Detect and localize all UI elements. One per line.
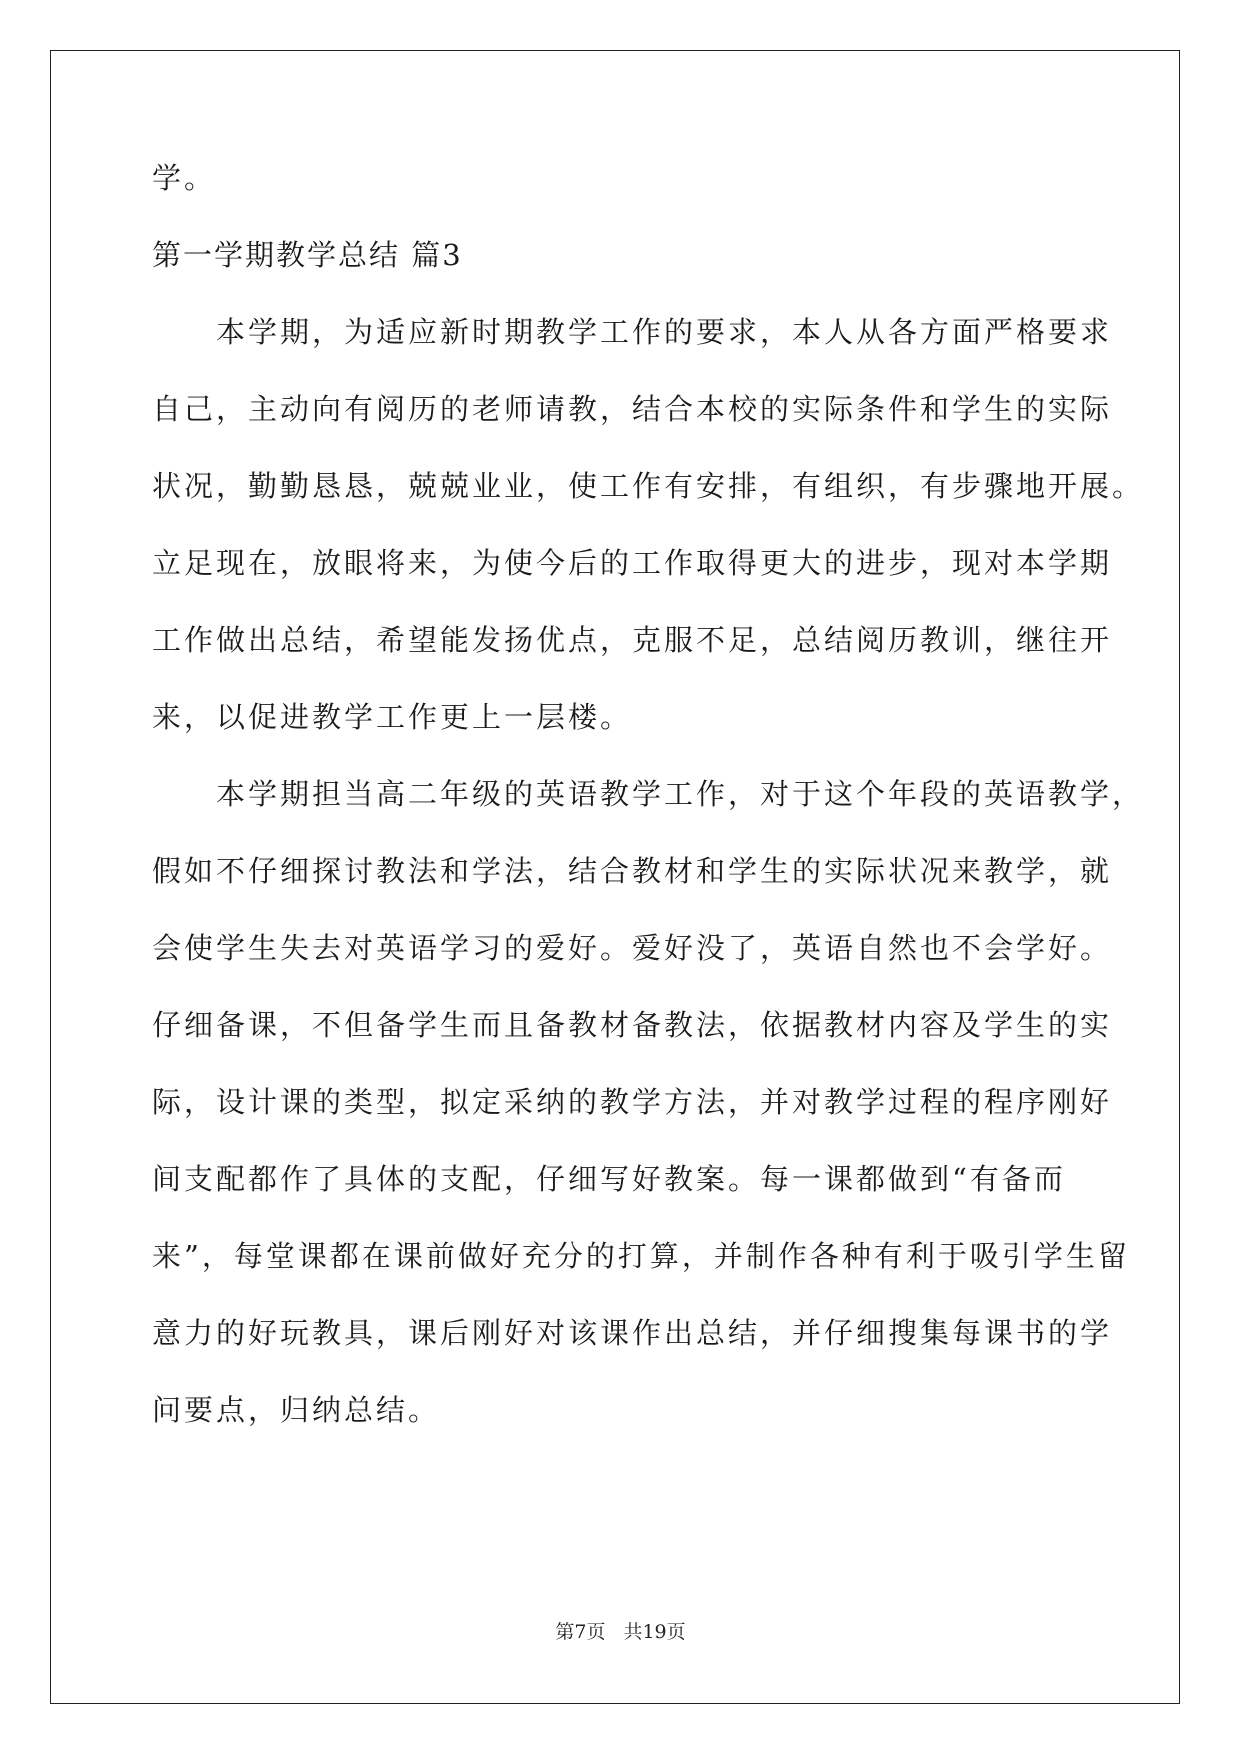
text-line: 意力的好玩教具，课后刚好对该课作出总结，并仔细搜集每课书的学 bbox=[152, 1316, 1113, 1350]
text-line: 间支配都作了具体的支配，仔细写好教案。每一课都做到“有备而 bbox=[152, 1162, 1066, 1196]
text-line: 本学期担当高二年级的英语教学工作，对于这个年段的英语教学， bbox=[152, 777, 1145, 811]
text-line: 来，以促进教学工作更上一层楼。 bbox=[152, 700, 633, 734]
text-line: 立足现在，放眼将来，为使今后的工作取得更大的进步，现对本学期 bbox=[152, 546, 1113, 580]
text-line: 仔细备课，不但备学生而且备教材备教法，依据教材内容及学生的实 bbox=[152, 1008, 1113, 1042]
page-footer bbox=[0, 1617, 1241, 1644]
text-line: 工作做出总结，希望能发扬优点，克服不足，总结阅历教训，继往开 bbox=[152, 623, 1113, 657]
section-heading: 第一学期教学总结 篇3 bbox=[152, 238, 463, 272]
text-line: 学。 bbox=[152, 161, 217, 195]
text-line: 本学期，为适应新时期教学工作的要求，本人从各方面严格要求 bbox=[152, 315, 1113, 349]
text-line: 状况，勤勤恳恳，兢兢业业，使工作有安排，有组织，有步骤地开展。 bbox=[152, 469, 1145, 503]
text-line: 来”，每堂课都在课前做好充分的打算，并制作各种有利于吸引学生留 bbox=[152, 1239, 1130, 1273]
text-line: 自己，主动向有阅历的老师请教，结合本校的实际条件和学生的实际 bbox=[152, 392, 1113, 426]
document-body bbox=[152, 160, 1145, 1469]
text-line: 假如不仔细探讨教法和学法，结合教材和学生的实际状况来教学，就 bbox=[152, 854, 1113, 888]
text-line: 会使学生失去对英语学习的爱好。爱好没了，英语自然也不会学好。 bbox=[152, 931, 1113, 965]
text-line: 问要点，归纳总结。 bbox=[152, 1393, 441, 1427]
text-line: 际，设计课的类型，拟定采纳的教学方法，并对教学过程的程序刚好 bbox=[152, 1085, 1113, 1119]
page-number: 第7页 bbox=[555, 1621, 606, 1643]
page-total: 共19页 bbox=[623, 1621, 686, 1643]
